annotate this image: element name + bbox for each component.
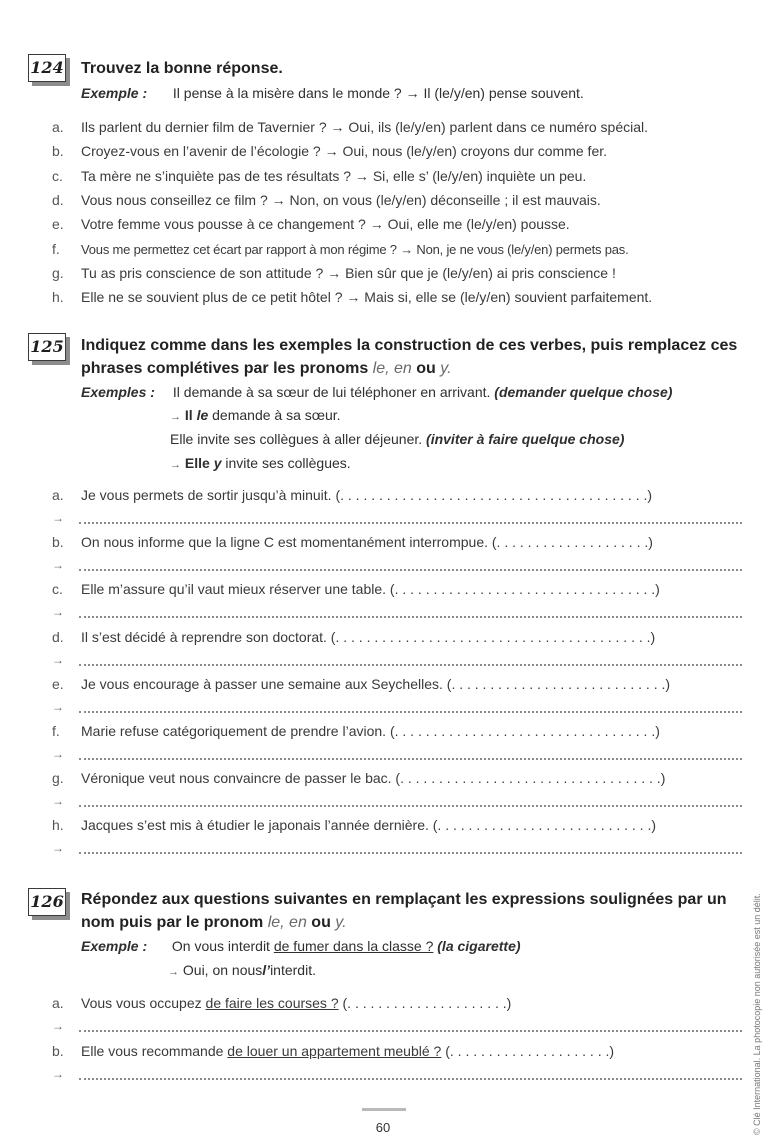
arrow-icon: → <box>52 605 64 620</box>
example-label: Exemples : <box>81 384 155 400</box>
arrow-icon: → <box>52 511 64 525</box>
exercise-item <box>52 992 752 1015</box>
arrow-icon: → <box>170 411 181 423</box>
exercise-item <box>52 165 752 188</box>
item-letter: b. <box>52 143 64 160</box>
answer-text: Oui, on nous <box>182 962 263 978</box>
answer-line <box>52 649 752 672</box>
example-hint: (la cigarette) <box>437 938 521 954</box>
item-text: Jacques s’est mis à étudier le japonais l’année dernière. (. . . . . . . . . . . . . . . . . . . . . . . . . . . .) <box>81 817 657 834</box>
item-text-start: Vous vous occupez <box>81 995 202 1011</box>
exercise-item <box>52 626 752 649</box>
exercise-item <box>52 578 752 601</box>
example-answer: Il (le/y/en) pense souvent. <box>423 85 584 101</box>
example-sentence: Elle invite ses collègues à aller déjeuner. <box>170 431 423 447</box>
example-construction: (demander quelque chose) <box>494 384 673 400</box>
answer-line <box>52 837 752 860</box>
exercise-item <box>52 213 752 236</box>
exercise-item <box>52 116 752 139</box>
answer-subject: Il <box>184 407 193 423</box>
title-text: Répondez aux questions suivantes en remplaçant les expressions soulignées par un nom puis par le pronom <box>81 891 727 931</box>
answer-blank[interactable] <box>79 569 742 571</box>
answer-subject: Elle <box>184 455 210 471</box>
page-number: 60 <box>375 1120 391 1135</box>
example-underlined: de fumer dans la classe ? <box>273 938 434 954</box>
exercise-item <box>52 814 752 837</box>
answer-line <box>52 696 752 719</box>
answer-rest: invite ses collègues. <box>225 455 351 471</box>
answer-blank[interactable] <box>79 616 742 618</box>
answer-line <box>52 1063 752 1086</box>
exercise-number-125: 125 <box>28 333 66 361</box>
pronoun-le: le, <box>372 360 390 377</box>
answer-rest: interdit. <box>270 962 316 978</box>
item-letter: a. <box>52 487 64 503</box>
arrow-icon: → <box>52 747 64 761</box>
item-text: Ta mère ne s’inquiète pas de tes résultats ? → Si, elle s’ (le/y/en) inquiète un peu. <box>81 167 587 184</box>
item-text: On nous informe que la ligne C est momentanément interrompue. (. . . . . . . . . . . . . . . . . . . .) <box>81 534 653 551</box>
answer-blank[interactable] <box>79 522 742 524</box>
item-text: Je vous encourage à passer une semaine aux Seychelles. (. . . . . . . . . . . . . . . . . . . . . . . . . . . .) <box>81 675 671 692</box>
exercise-item <box>52 238 752 261</box>
item-text <box>81 992 511 1015</box>
pronoun-y: y. <box>335 914 347 931</box>
answer-line <box>52 507 752 530</box>
item-letter: h. <box>52 817 64 834</box>
answer-blank[interactable] <box>79 852 742 854</box>
example-label: Exemple : <box>81 85 148 101</box>
item-letter: f. <box>52 723 60 739</box>
item-letter: d. <box>52 628 64 645</box>
item-letter: b. <box>52 534 64 551</box>
answer-blank[interactable] <box>79 758 742 760</box>
arrow-icon: → <box>170 459 181 471</box>
item-text: Marie refuse catégoriquement de prendre l’avion. (. . . . . . . . . . . . . . . . . . . . . . . . . . . . . . . . . .) <box>81 723 660 739</box>
arrow-icon: → <box>405 85 420 101</box>
page-number-rule <box>362 1108 406 1111</box>
exercise-125-example-1 <box>81 384 672 400</box>
exercise-item <box>52 531 752 554</box>
arrow-icon: → <box>52 1067 64 1081</box>
exercise-number-126: 126 <box>28 888 66 916</box>
answer-pronoun: l’ <box>262 962 271 978</box>
answer-blank[interactable] <box>79 664 742 666</box>
pronoun-en: en <box>289 914 307 931</box>
exercise-number-124: 124 <box>28 54 66 82</box>
arrow-icon: → <box>168 966 179 978</box>
answer-pronoun: y <box>213 455 222 471</box>
item-text: Votre femme vous pousse à ce changement ? → Oui, elle me (le/y/en) pousse. <box>81 216 570 233</box>
exercise-item <box>52 673 752 696</box>
arrow-icon: → <box>52 558 64 573</box>
item-text: Croyez-vous en l’avenir de l’écologie ? → Oui, nous (le/y/en) croyons dur comme fer. <box>81 143 608 160</box>
exercise-125-example-2-answer <box>170 455 351 471</box>
item-text: Tu as pris conscience de son attitude ? → Bien sûr que je (le/y/en) ai pris conscience ! <box>81 264 616 281</box>
exercise-item <box>52 140 752 163</box>
item-text <box>81 1040 614 1063</box>
answer-line <box>52 554 752 577</box>
exercise-item <box>52 767 752 790</box>
or-word: ou <box>311 914 331 931</box>
item-text: Elle m’assure qu’il vaut mieux réserver une table. (. . . . . . . . . . . . . . . . . . . . . . . . . . . . . . . . . .) <box>81 581 660 598</box>
exercise-item <box>52 189 752 212</box>
item-letter: h. <box>52 289 64 306</box>
item-blank[interactable]: (. . . . . . . . . . . . . . . . . . . . .) <box>342 995 512 1011</box>
item-text: Vous nous conseillez ce film ? → Non, on vous (le/y/en) déconseille ; il est mauvais. <box>81 191 601 208</box>
item-letter: g. <box>52 770 64 787</box>
exercise-126-example-answer <box>168 962 316 978</box>
item-letter: a. <box>52 119 64 135</box>
answer-line <box>52 743 752 766</box>
pronoun-en: en <box>394 360 412 377</box>
example-label: Exemple : <box>81 938 148 954</box>
item-letter: b. <box>52 1043 64 1059</box>
answer-pronoun: le <box>196 407 209 423</box>
item-letter: e. <box>52 675 64 692</box>
arrow-icon: → <box>52 699 64 714</box>
exercise-125-title <box>81 334 751 380</box>
copyright-notice: © Clé International. La photocopie non autorisée est un délit. <box>752 893 762 1135</box>
title-text: Indiquez comme dans les exemples la construction de ces verbes, puis remplacez ces phrases complétives par les pronoms <box>81 337 738 377</box>
exercise-item <box>52 720 752 743</box>
answer-blank[interactable] <box>79 805 742 807</box>
pronoun-le: le, <box>267 914 285 931</box>
item-letter: c. <box>52 167 63 184</box>
item-underlined: de faire les courses ? <box>205 995 339 1011</box>
example-question: Il pense à la misère dans le monde ? <box>172 85 402 101</box>
answer-blank[interactable] <box>79 711 742 713</box>
item-blank[interactable]: (. . . . . . . . . . . . . . . . . . . . .) <box>445 1043 615 1059</box>
answer-rest: demande à sa sœur. <box>212 407 341 423</box>
item-text-start: Elle vous recommande <box>81 1043 224 1059</box>
item-letter: a. <box>52 995 64 1011</box>
exercise-126-title <box>81 888 751 934</box>
item-letter: f. <box>52 240 60 257</box>
arrow-icon: → <box>52 1019 64 1033</box>
item-text: Elle ne se souvient plus de ce petit hôtel ? → Mais si, elle se (le/y/en) souvient parfaitement. <box>81 289 653 306</box>
item-text: Il s’est décidé à reprendre son doctorat. (. . . . . . . . . . . . . . . . . . . . . . . . . . . . . . . . . . . . . . . . .) <box>81 628 656 645</box>
answer-blank[interactable] <box>79 1078 742 1080</box>
item-letter: c. <box>52 581 63 598</box>
example-sentence: Il demande à sa sœur de lui téléphoner en arrivant. <box>172 384 491 400</box>
exercise-124-example <box>81 85 584 101</box>
example-text: On vous interdit <box>171 938 270 954</box>
exercise-item <box>52 262 752 285</box>
arrow-icon: → <box>52 794 64 809</box>
item-letter: g. <box>52 264 64 281</box>
arrow-icon: → <box>52 652 64 667</box>
exercise-125-example-2 <box>170 431 624 447</box>
or-word: ou <box>416 360 436 377</box>
answer-line <box>52 1015 752 1038</box>
item-text: Vous me permettez cet écart par rapport à mon régime ? → Non, je ne vous (le/y/en) permets pas. <box>81 241 629 257</box>
item-underlined: de louer un appartement meublé ? <box>227 1043 442 1059</box>
exercise-125-example-1-answer <box>170 407 341 423</box>
pronoun-y: y. <box>440 360 452 377</box>
answer-line <box>52 601 752 624</box>
item-text: Je vous permets de sortir jusqu’à minuit. (. . . . . . . . . . . . . . . . . . . . . . . . . . . . . . . . . . . . . . . .) <box>81 487 653 503</box>
example-construction: (inviter à faire quelque chose) <box>426 431 625 447</box>
item-letter: e. <box>52 216 64 233</box>
exercise-124-title: Trouvez la bonne réponse. <box>81 60 283 77</box>
exercise-item <box>52 1040 752 1063</box>
arrow-icon: → <box>52 841 64 856</box>
exercise-126-example <box>81 938 521 954</box>
exercise-item <box>52 286 752 309</box>
item-text: Véronique veut nous convaincre de passer le bac. (. . . . . . . . . . . . . . . . . . . . . . . . . . . . . . . . . .) <box>81 770 666 787</box>
answer-blank[interactable] <box>79 1030 742 1032</box>
answer-line <box>52 790 752 813</box>
item-letter: d. <box>52 191 64 208</box>
item-text: Ils parlent du dernier film de Tavernier ? → Oui, ils (le/y/en) parlent dans ce numéro spécial. <box>81 119 649 135</box>
exercise-item <box>52 484 752 507</box>
